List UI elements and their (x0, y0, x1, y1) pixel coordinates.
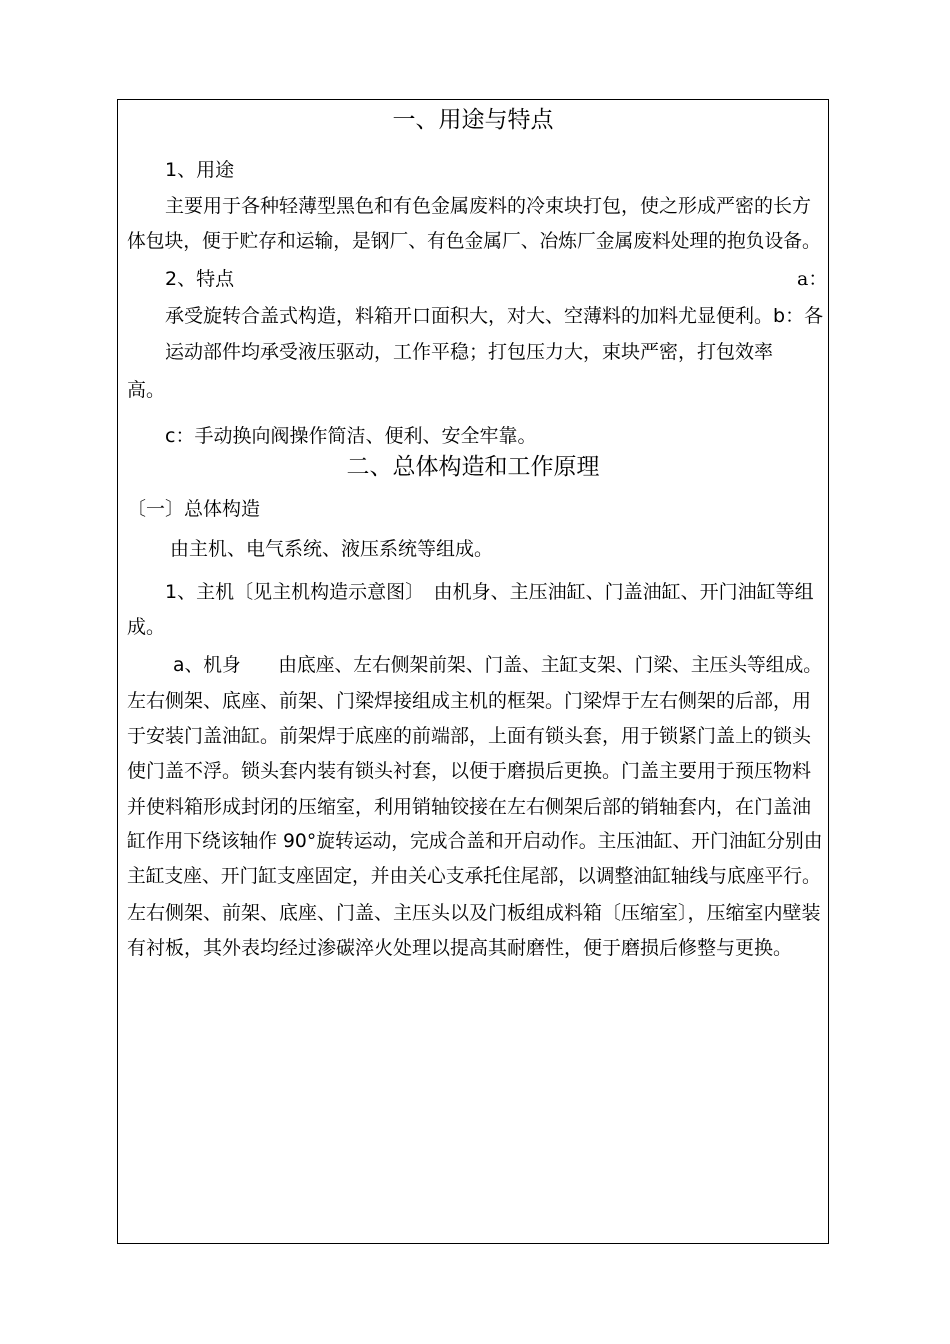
features-line: 承受旋转合盖式构造，料箱开口面积大，对大、空薄料的加料尤显便利。b：各 (165, 305, 824, 327)
body-line: a、机身 由底座、左右侧架前架、门盖、主缸支架、门梁、主压头等组成。 (173, 655, 822, 676)
main-machine-line: 1、主机〔见主机构造示意图〕 由机身、主压油缸、门盖油缸、开门油缸等组 (165, 581, 814, 603)
usage-line: 主要用于各种轻薄型黑色和有色金属废料的冷束块打包，使之形成严密的长方 (165, 195, 812, 217)
body-line: 主缸支座、开门缸支座固定，并由关心支承托住尾部，以调整油缸轴线与底座平行。 (127, 866, 821, 887)
features-line: 运动部件均承受液压驱动，工作平稳；打包压力大，束块严密，打包效率 (165, 341, 774, 363)
body-line: 于安装门盖油缸。前架焊于底座的前端部，上面有锁头套，用于锁紧门盖上的锁头 (127, 725, 812, 747)
composition-text: 由主机、电气系统、液压系统等组成。 (170, 538, 494, 560)
usage-label: 1、用途 (165, 159, 235, 181)
features-a-marker: a： (797, 268, 828, 290)
features-line: 高。 (127, 379, 166, 401)
body-line: 缸作用下绕该轴作 90°旋转运动，完成合盖和开启动作。主压油缸、开门油缸分别由 (127, 831, 823, 852)
section1-title: 一、用途与特点 (392, 107, 554, 133)
main-machine-line: 成。 (127, 616, 166, 638)
body-line: 有衬板，其外表均经过渗碳淬火处理以提高其耐磨性，便于磨损后修整与更换。 (127, 937, 793, 959)
body-line: 使门盖不浮。锁头套内装有锁头衬套，以便于磨损后更换。门盖主要用于预压物料 (127, 760, 812, 782)
body-line: 左右侧架、底座、前架、门梁焊接组成主机的框架。门梁焊于左右侧架的后部，用 (127, 690, 812, 712)
usage-line: 体包块，便于贮存和运输，是钢厂、有色金属厂、冶炼厂金属废料处理的抱负设备。 (127, 231, 821, 252)
body-line: 并使料箱形成封闭的压缩室，利用销轴铰接在左右侧架后部的销轴套内，在门盖油 (127, 796, 812, 818)
body-line: 左右侧架、前架、底座、门盖、主压头以及门板组成料箱〔压缩室〕，压缩室内壁装 (127, 902, 821, 924)
section2-title: 二、总体构造和工作原理 (346, 454, 600, 480)
features-label: 2、特点 (165, 268, 235, 290)
features-line: c：手动换向阀操作简洁、便利、安全牢靠。 (165, 425, 537, 447)
subsection-label: 〔一〕总体构造 (127, 498, 261, 520)
